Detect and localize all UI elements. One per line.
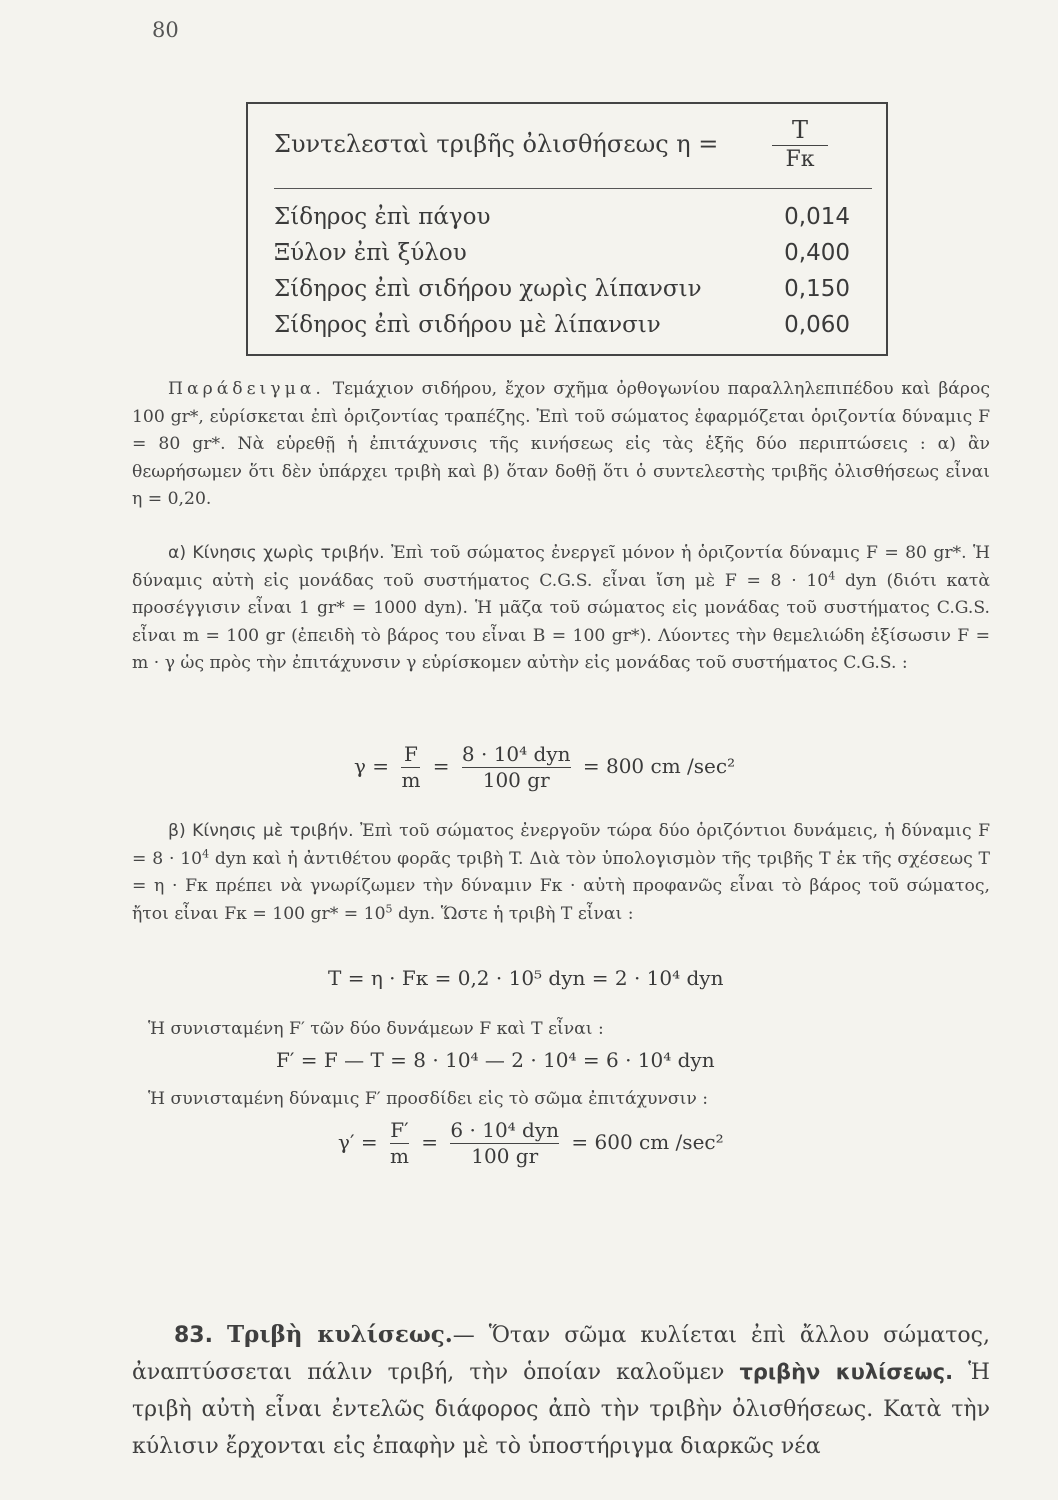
case-b-exponent: 4 — [202, 846, 210, 860]
formula-fraction — [390, 1120, 409, 1167]
fraction-denominator: 100 gr — [471, 1144, 539, 1168]
table-header-text: Συντελεσταὶ τριβῆς ὀλισθήσεως η = — [274, 130, 719, 158]
section-bold-term: τριβὴν κυλίσεως. — [739, 1360, 954, 1384]
header-fraction-numerator: T — [791, 116, 808, 144]
formula-fraction — [450, 1120, 559, 1167]
formula-equals: = — [421, 1130, 439, 1154]
table-row — [274, 240, 870, 276]
section-text-1: — Ὅταν σῶμα κυλίεται ἐπὶ ἄλλου σώματος, ἀναπτύσσεται πάλιν τριβή, τὴν ὁποίαν καλοῦμεν — [132, 1323, 990, 1385]
formula-acceleration-no-friction — [354, 744, 735, 791]
table-row — [274, 276, 870, 312]
formula-fraction — [462, 744, 571, 791]
section-title: Τριβὴ κυλίσεως. — [226, 1321, 453, 1348]
section-text-2: Ἡ τριβὴ αὐτὴ εἶναι ἐντελῶς διάφορος ἀπὸ τὴν τριβὴν ὀλισθήσεως. Κατὰ τὴν κύλισιν ἔρχονται εἰς ἐπαφὴν μὲ τὸ ὑποστήριγμα διαρκῶς νέα — [132, 1360, 990, 1459]
case-b-text-3: dyn. Ὥστε ἡ τριβὴ T εἶναι : — [392, 903, 634, 924]
formula-result: = 600 cm /sec² — [571, 1130, 724, 1154]
header-fraction — [772, 118, 828, 171]
case-a-heading: α) Κίνησις χωρὶς τριβήν. — [168, 543, 385, 563]
resultant-intro-text: Ἡ συνισταμένη F′ τῶν δύο δυνάμεων F καὶ T εἶναι : — [148, 1019, 604, 1039]
row-material: Σίδηρος ἐπὶ σιδήρου μὲ λίπανσιν — [274, 312, 661, 338]
case-a-exponent: 4 — [828, 568, 836, 582]
fraction-numerator: 6 · 10⁴ dyn — [450, 1118, 560, 1142]
fraction-bar — [772, 145, 828, 146]
row-value: 0,400 — [784, 240, 850, 266]
fraction-numerator: 8 · 10⁴ dyn — [461, 742, 571, 766]
case-a-text-1: Ἐπὶ τοῦ σώματος ἐνεργεῖ μόνον ἡ ὁριζοντία δύναμις F = 80 gr*. Ἡ δύναμις αὐτὴ εἰς μονάδας τοῦ συστήματος C.G.S. εἶναι ἴση μὲ F = 8 · 10 — [132, 543, 991, 591]
formula-equals: = — [432, 754, 450, 778]
formula-lhs: γ′ = — [338, 1130, 378, 1154]
header-divider — [274, 188, 872, 189]
formula-acceleration-with-friction — [338, 1120, 724, 1167]
section-rolling-friction — [132, 1316, 990, 1465]
row-value: 0,014 — [784, 204, 850, 230]
table-row — [274, 204, 870, 240]
case-a-text-2: dyn (διότι κατὰ προσέγγισιν εἶναι 1 gr* = 1000 dyn). Ἡ μᾶζα τοῦ σώματος εἰς μονάδας τοῦ συστήματος C.G.S. εἶναι m = 100 gr (ἐπειδὴ τὸ βάρος του εἶναι Β = 100 gr*). Λύοντες τὴν θεμελιώδη ἐξίσωσιν F = m · γ ὡς πρὸς τὴν ἐπιτάχυνσιν γ εὑρίσκομεν αὐτὴν εἰς μονάδας τοῦ συστήματος C.G.S. : — [132, 570, 991, 673]
case-b-text-2: dyn καὶ ἡ ἀντιθέτου φορᾶς τριβὴ T. Διὰ τὸν ὑπολογισμὸν τῆς τριβῆς T ἐκ τῆς σχέσεως T = η · Fκ πρέπει νὰ γνωρίζωμεν τὴν δύναμιν Fκ · αὐτὴ προφανῶς εἶναι τὸ βάρος τοῦ σώματος, ἤτοι εἶναι Fκ = 100 gr* = 10 — [132, 848, 991, 924]
case-b-paragraph — [132, 818, 990, 928]
example-text: Τεμάχιον σιδήρου, ἔχον σχῆμα ὀρθογωνίου παραλληλεπιπέδου καὶ βάρος 100 gr*, εὑρίσκεται ἐπὶ ὁριζοντίας τραπέζης. Ἐπὶ τοῦ σώματος ἐφαρμόζεται ὁριζοντία δύναμις F = 80 gr*. Νὰ εὑρεθῇ ἡ ἐπιτάχυνσις τῆς κινήσεως εἰς τὰς ἑξῆς δύο περιπτώσεις : α) ἂν θεωρήσωμεν ὅτι δὲν ὑπάρχει τριβὴ καὶ β) ὅταν δοθῇ ὅτι ὁ συντελεστὴς τριβῆς ὀλισθήσεως εἶναι η = 0,20. — [132, 379, 990, 509]
example-label: Παράδειγμα. — [168, 379, 325, 399]
row-material: Ξύλον ἐπὶ ξύλου — [274, 240, 467, 266]
table-row — [274, 312, 870, 348]
formula-resultant: F′ = F — T = 8 · 10⁴ — 2 · 10⁴ = 6 · 10⁴ dyn — [276, 1048, 715, 1072]
friction-coefficient-table — [246, 102, 888, 356]
formula-friction: T = η · Fκ = 0,2 · 10⁵ dyn = 2 · 10⁴ dyn — [328, 966, 724, 990]
table-header — [248, 104, 886, 186]
case-b-heading: β) Κίνησις μὲ τριβήν. — [168, 821, 354, 841]
resultant-accel-intro — [148, 1086, 1006, 1114]
example-paragraph — [132, 376, 990, 514]
formula-result: = 800 cm /sec² — [582, 754, 736, 778]
section-number: 83. — [174, 1323, 213, 1348]
row-value: 0,150 — [784, 276, 850, 302]
fraction-denominator: m — [401, 768, 421, 792]
header-fraction-denominator: Fκ — [785, 147, 815, 173]
row-material: Σίδηρος ἐπὶ πάγου — [274, 204, 491, 230]
case-b-exponent: 5 — [385, 901, 393, 915]
fraction-denominator: 100 gr — [482, 768, 550, 792]
fraction-numerator: F — [403, 742, 418, 766]
row-value: 0,060 — [784, 312, 850, 338]
resultant-accel-intro-text: Ἡ συνισταμένη δύναμις F′ προσδίδει εἰς τὸ σῶμα ἐπιτάχυνσιν : — [148, 1089, 709, 1109]
formula-fraction — [401, 744, 420, 791]
row-material: Σίδηρος ἐπὶ σιδήρου χωρὶς λίπανσιν — [274, 276, 702, 302]
case-b-text-1: Ἐπὶ τοῦ σώματος ἐνεργοῦν τώρα δύο ὁριζόντιοι δυνάμεις, ἡ δύναμις F = 8 · 10 — [132, 821, 991, 869]
case-a-paragraph — [132, 540, 990, 678]
fraction-denominator: m — [389, 1144, 409, 1168]
resultant-intro — [148, 1016, 1006, 1044]
page-number: 80 — [152, 18, 179, 42]
fraction-numerator: F′ — [390, 1118, 409, 1142]
formula-lhs: γ = — [354, 754, 390, 778]
